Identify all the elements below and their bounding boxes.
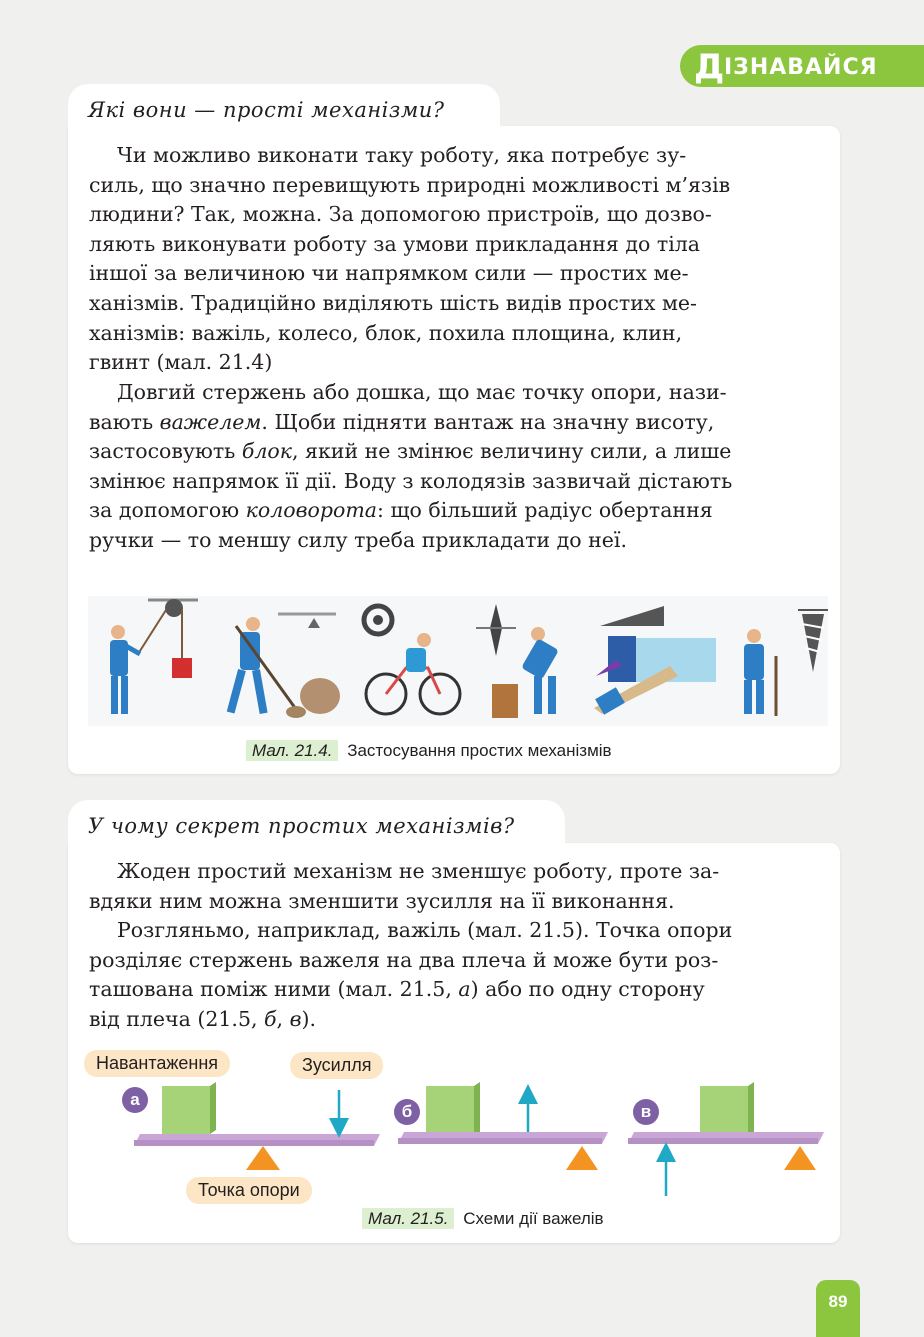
- text-run: застосовують: [89, 439, 242, 464]
- text-run: від плеча (21.5,: [89, 1006, 265, 1031]
- lever-scene: [227, 614, 340, 718]
- term-v: в: [289, 1006, 302, 1031]
- text-line: ляють виконувати роботу за умови прикладання до тіла: [89, 231, 700, 256]
- text-line: іншої за величиною чи напрямком сили — простих ме-: [89, 261, 689, 286]
- section1-paragraph2: [89, 378, 821, 556]
- text-line: ханізмів. Традиційно виділяють шість видів простих ме-: [89, 290, 697, 315]
- text-run: ) або по одну сторону: [470, 977, 705, 1002]
- text-line: гвинт (мал. 21.4): [89, 350, 273, 375]
- text-line: Жоден простий механізм не зменшує роботу, проте за-: [117, 859, 720, 883]
- text-line: змінює напрямок її дії. Воду з колодязів зазвичай дістають: [89, 468, 733, 493]
- text-run: за допомогою: [89, 498, 246, 523]
- term-b: б: [264, 1006, 277, 1031]
- diagram-letter-v: в: [633, 1099, 659, 1125]
- figure-21-5-caption: [362, 1209, 604, 1229]
- pulley-scene: [110, 599, 198, 714]
- section1-title: [68, 84, 500, 132]
- text-run: : що більший радіус обертання: [377, 498, 713, 523]
- text-run: ).: [301, 1006, 317, 1031]
- section1-paragraph1: [89, 141, 821, 378]
- page-number: 89: [816, 1280, 860, 1337]
- section2-paragraph2: [89, 916, 821, 1034]
- banner-text: ІЗНАВАЙСЯ: [724, 55, 878, 80]
- text-line: ручки — то меншу силу треба прикладати до неї.: [89, 527, 627, 552]
- text-run: вають: [89, 409, 160, 434]
- screw-scene: [744, 610, 828, 716]
- label-load: Навантаження: [84, 1050, 230, 1077]
- wheel-scene: [364, 606, 460, 714]
- wedge-scene: [476, 604, 559, 718]
- text-run: , який не змінює величину сили, а лише: [292, 439, 732, 464]
- text-line: розділяє стержень важеля на два плеча й може бути роз-: [89, 947, 719, 972]
- text-run: ташована поміж ними (мал. 21.5,: [89, 977, 459, 1002]
- diagram-letter-b: б: [394, 1099, 420, 1125]
- text-line: Розгляньмо, наприклад, важіль (мал. 21.5). Точка опори: [117, 918, 733, 942]
- label-fulcrum: Точка опори: [186, 1177, 312, 1204]
- section1-title-text: Які вони — прості механізми?: [88, 98, 445, 122]
- figure-number: Мал. 21.5.: [362, 1208, 454, 1229]
- text-line: ханізмів: важіль, колесо, блок, похила площина, клин,: [89, 320, 683, 345]
- text-line: Довгий стержень або дошка, що має точку опори, нази-: [117, 380, 727, 404]
- text-line: Чи можливо виконати таку роботу, яка потребує зу-: [117, 143, 687, 167]
- term-pulley: блок: [241, 439, 293, 464]
- inclined-plane-scene: [594, 606, 716, 715]
- text-line: людини? Так, можна. За допомогою пристроїв, що дозво-: [89, 202, 712, 227]
- label-effort: Зусилля: [290, 1052, 383, 1079]
- term-lever: важелем: [159, 409, 262, 434]
- section-banner: [680, 45, 924, 87]
- text-run: ,: [276, 1006, 290, 1031]
- figure-caption-text: Застосування простих механізмів: [347, 741, 612, 760]
- figure-caption-text: Схеми дії важелів: [463, 1209, 604, 1228]
- diagram-letter-a: а: [122, 1087, 148, 1113]
- term-windlass: коловорота: [245, 498, 378, 523]
- section2-title-text: У чому секрет простих механізмів?: [88, 814, 515, 838]
- text-line: силь, що значно перевищують природні можливості м’язів: [89, 172, 731, 197]
- term-a: а: [458, 977, 471, 1002]
- text-run: . Щоби підняти вантаж на значну висоту,: [261, 409, 715, 434]
- figure-number: Мал. 21.4.: [246, 740, 338, 761]
- simple-machines-illustration: [88, 596, 828, 726]
- figure-21-4-caption: [246, 741, 612, 761]
- section2-title: [68, 800, 565, 849]
- figure-21-4-illustration: [88, 596, 828, 726]
- text-line: вдяки ним можна зменшити зусилля на її виконання.: [89, 888, 675, 913]
- section2-paragraph1: [89, 857, 821, 916]
- banner-first-letter: Д: [694, 47, 725, 87]
